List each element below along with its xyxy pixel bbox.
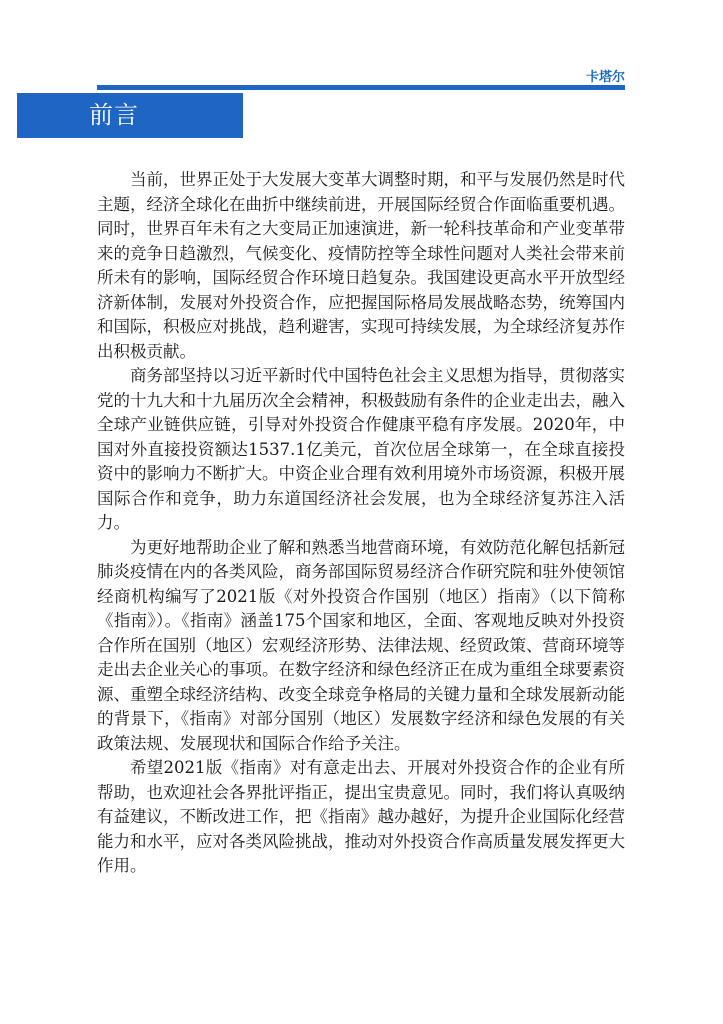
paragraph-2: 商务部坚持以习近平新时代中国特色社会主义思想为指导，贯彻落实党的十九大和十九届历次全会精神，积极鼓励有条件的企业走出去，融入全球产业链供应链，引导对外投资合作健康平稳有序发展。2020年，中国对外直接投资额达1537.1亿美元，首次位居全球第一，在全球直接投资中的影响力不断扩大。中资企业合理有效利用境外市场资源，积极开展国际合作和竞争，助力东道国经济社会发展，也为全球经济复苏注入活力。 [97,366,625,532]
country-label: 卡塔尔 [585,70,625,85]
paragraph-3: 为更好地帮助企业了解和熟悉当地营商环境，有效防范化解包括新冠肺炎疫情在内的各类风险，商务部国际贸易经济合作研究院和驻外使领馆经商机构编写了2021版《对外投资合作国别（地区）指南》（以下简称《指南》）。《指南》涵盖175个国家和地区，全面、客观地反映对外投资合作所在国别（地区）宏观经济形势、法律法规、经贸政策、营商环境等走出去企业关心的事项。在数字经济和绿色经济正在成为重组全球要素资源、重塑全球经济结构、改变全球竞争格局的关键力量和全球发展新动能的背景下，《指南》对部分国别（地区）发展数字经济和绿色发展的有关政策法规、发展现状和国际合作给予关注。 [97,537,625,753]
paragraph-4: 希望2021版《指南》对有意走出去、开展对外投资合作的企业有所帮助，也欢迎社会各界批评指正，提出宝贵意见。同时，我们将认真吸纳有益建议，不断改进工作，把《指南》越办越好，为提升企业国际化经营能力和水平，应对各类风险挑战，推动对外投资合作高质量发展发挥更大作用。 [97,758,625,875]
preface-body [97,168,625,879]
section-title: 前言 [17,93,243,138]
header-rule [97,85,625,90]
paragraph-1: 当前，世界正处于大发展大变革大调整时期，和平与发展仍然是时代主题，经济全球化在曲折中继续前进，开展国际经贸合作面临重要机遇。同时，世界百年未有之大变局正加速演进，新一轮科技革命和产业变革带来的竞争日趋激烈，气候变化、疫情防控等全球性问题对人类社会带来前所未有的影响，国际经贸合作环境日趋复杂。我国建设更高水平开放型经济新体制，发展对外投资合作，应把握国际格局发展战略态势，统筹国内和国际，积极应对挑战，趋利避害，实现可持续发展，为全球经济复苏作出积极贡献。 [97,170,625,361]
